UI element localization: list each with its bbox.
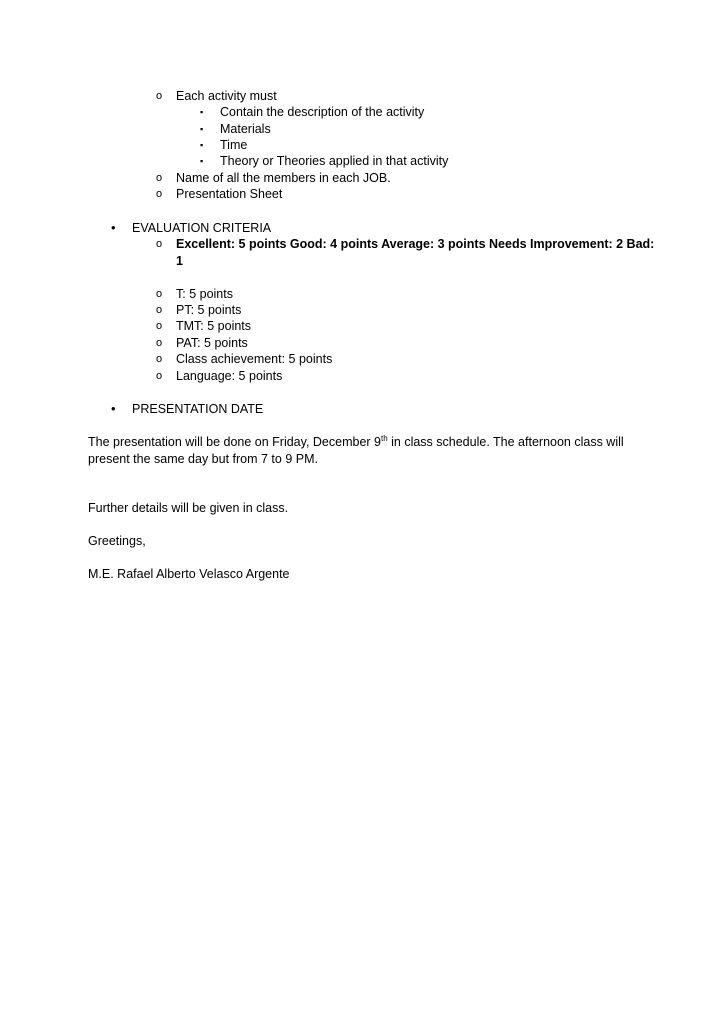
date-superscript: th [380,433,388,443]
signature: M.E. Rafael Alberto Velasco Argente [88,567,290,581]
list-marker-square: ▪ [200,124,204,134]
list-marker-square: ▪ [200,156,204,166]
presentation-text-end: in class schedule. The afternoon class will present the same day but from 7 to 9 PM. [88,435,624,466]
sub-item-theory: Theory or Theories applied in that activity [220,154,449,168]
list-marker-circle: o [156,353,163,365]
list-marker-bullet: • [111,220,116,235]
list-marker-circle: o [156,90,163,102]
greeting: Greetings, [88,534,146,548]
presentation-text-start: The presentation will be done on Friday, December 9 [88,435,381,449]
list-marker-circle: o [156,288,163,300]
criterion-item: T: 5 points [176,287,233,301]
sub-item-time: Time [220,138,248,152]
criterion-item: Class achievement: 5 points [176,352,333,366]
list-marker-circle: o [156,188,163,200]
sub-item-description: Contain the description of the activity [220,105,425,119]
list-marker-circle: o [156,238,163,250]
sub-item-materials: Materials [220,122,271,136]
list-marker-circle: o [156,320,163,332]
criterion-item: Language: 5 points [176,369,283,383]
list-marker-circle: o [156,370,163,382]
list-marker-square: ▪ [200,107,204,117]
presentation-date-heading: PRESENTATION DATE [132,402,264,416]
criterion-item: TMT: 5 points [176,319,252,333]
list-item-presentation-sheet: Presentation Sheet [176,187,283,201]
grading-scale-line-2: 1 [176,254,183,268]
further-details-paragraph: Further details will be given in class. [88,501,289,515]
grading-scale-line-1: Excellent: 5 points Good: 4 points Average: 3 points Needs Improvement: 2 Bad: [176,237,655,251]
list-marker-circle: o [156,172,163,184]
list-item-each-activity: Each activity must [176,89,277,103]
criterion-item: PAT: 5 points [176,336,248,350]
list-item-member-names: Name of all the members in each JOB. [176,171,391,185]
presentation-paragraph [88,434,648,468]
list-marker-circle: o [156,337,163,349]
criterion-item: PT: 5 points [176,303,242,317]
evaluation-heading: EVALUATION CRITERIA [132,221,272,235]
list-marker-circle: o [156,304,163,316]
list-marker-bullet: • [111,401,116,416]
list-marker-square: ▪ [200,140,204,150]
